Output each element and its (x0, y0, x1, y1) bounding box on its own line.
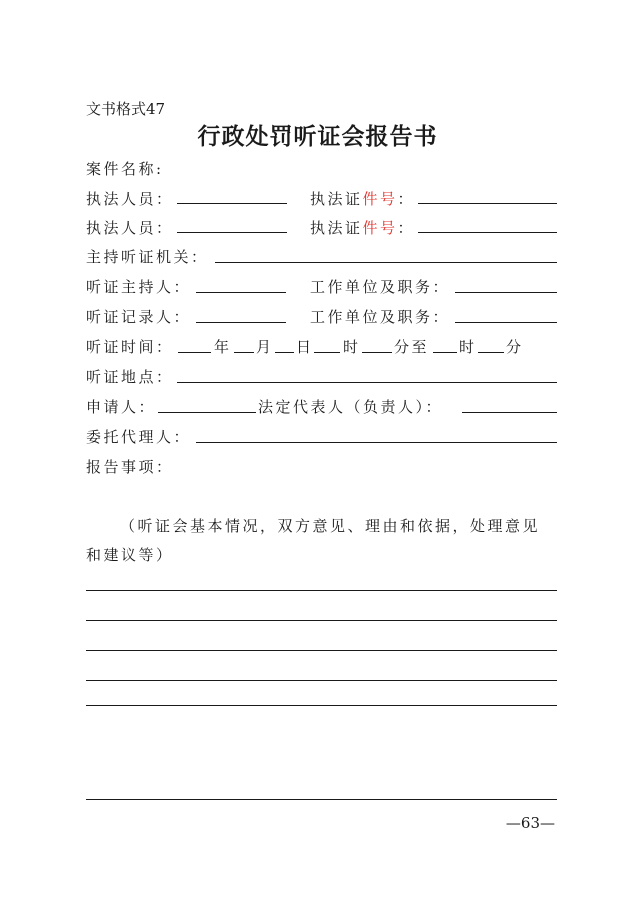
place-label: 听证地点： (86, 368, 174, 386)
cert-suffix-red: 件号 (362, 190, 398, 208)
minute-blank[interactable] (362, 352, 392, 353)
document-title: 行政处罚听证会报告书 (197, 123, 438, 150)
unit-position-blank-2[interactable] (455, 322, 557, 323)
hour2-blank[interactable] (433, 352, 457, 353)
hour2-label: 时 (459, 338, 477, 356)
day-label: 日 (296, 338, 314, 356)
cert-number-blank-1[interactable] (418, 203, 557, 204)
cert-prefix: 执法证 (310, 219, 363, 237)
host-blank[interactable] (196, 292, 286, 293)
writing-line-4[interactable] (86, 680, 557, 681)
officer-blank-1[interactable] (177, 203, 287, 204)
month-label: 月 (256, 338, 274, 356)
cert-colon: ： (397, 190, 416, 208)
minute-to-label: 分至 (394, 338, 430, 356)
cert-number-label-1 (310, 188, 415, 209)
document-format-label: 文书格式47 (86, 100, 166, 118)
page-number: —63— (505, 814, 555, 832)
writing-line-3[interactable] (86, 650, 557, 651)
officer-label-2: 执法人员： (86, 219, 174, 237)
instructions-line-2: 和建议等） (86, 546, 174, 564)
unit-position-label-2: 工作单位及职务： (310, 308, 451, 326)
unit-position-blank-1[interactable] (455, 292, 557, 293)
year-blank[interactable] (178, 352, 211, 353)
host-org-label: 主持听证机关： (86, 248, 209, 266)
agent-label: 委托代理人： (86, 428, 192, 446)
minute-label: 分 (506, 338, 524, 356)
cert-number-blank-2[interactable] (418, 232, 557, 233)
footer-divider (86, 799, 557, 800)
applicant-label: 申请人： (86, 398, 157, 416)
writing-line-5[interactable] (86, 705, 557, 706)
cert-colon: ： (397, 219, 416, 237)
hour-label: 时 (343, 338, 361, 356)
minute2-blank[interactable] (478, 352, 504, 353)
case-name-label: 案件名称: (86, 160, 164, 178)
legal-rep-label: 法定代表人（负责人）： (258, 398, 444, 416)
recorder-label: 听证记录人： (86, 308, 192, 326)
agent-blank[interactable] (196, 442, 557, 443)
month-blank[interactable] (234, 352, 254, 353)
cert-suffix-red: 件号 (362, 219, 398, 237)
writing-line-2[interactable] (86, 620, 557, 621)
cert-prefix: 执法证 (310, 190, 363, 208)
year-label: 年 (214, 338, 232, 356)
legal-rep-blank[interactable] (462, 412, 557, 413)
recorder-blank[interactable] (196, 322, 286, 323)
officer-label-1: 执法人员： (86, 190, 174, 208)
unit-position-label-1: 工作单位及职务： (310, 278, 451, 296)
cert-number-label-2 (310, 217, 415, 238)
applicant-blank[interactable] (158, 412, 256, 413)
host-org-blank[interactable] (215, 262, 557, 263)
report-matters-label: 报告事项： (86, 458, 174, 476)
time-label: 听证时间： (86, 338, 174, 356)
instructions-line-1: （听证会基本情况，双方意见、理由和依据，处理意见 (120, 517, 541, 535)
officer-blank-2[interactable] (177, 232, 287, 233)
hour-blank[interactable] (314, 352, 340, 353)
writing-line-1[interactable] (86, 590, 557, 591)
day-blank[interactable] (275, 352, 294, 353)
place-blank[interactable] (177, 382, 557, 383)
host-label: 听证主持人： (86, 278, 192, 296)
